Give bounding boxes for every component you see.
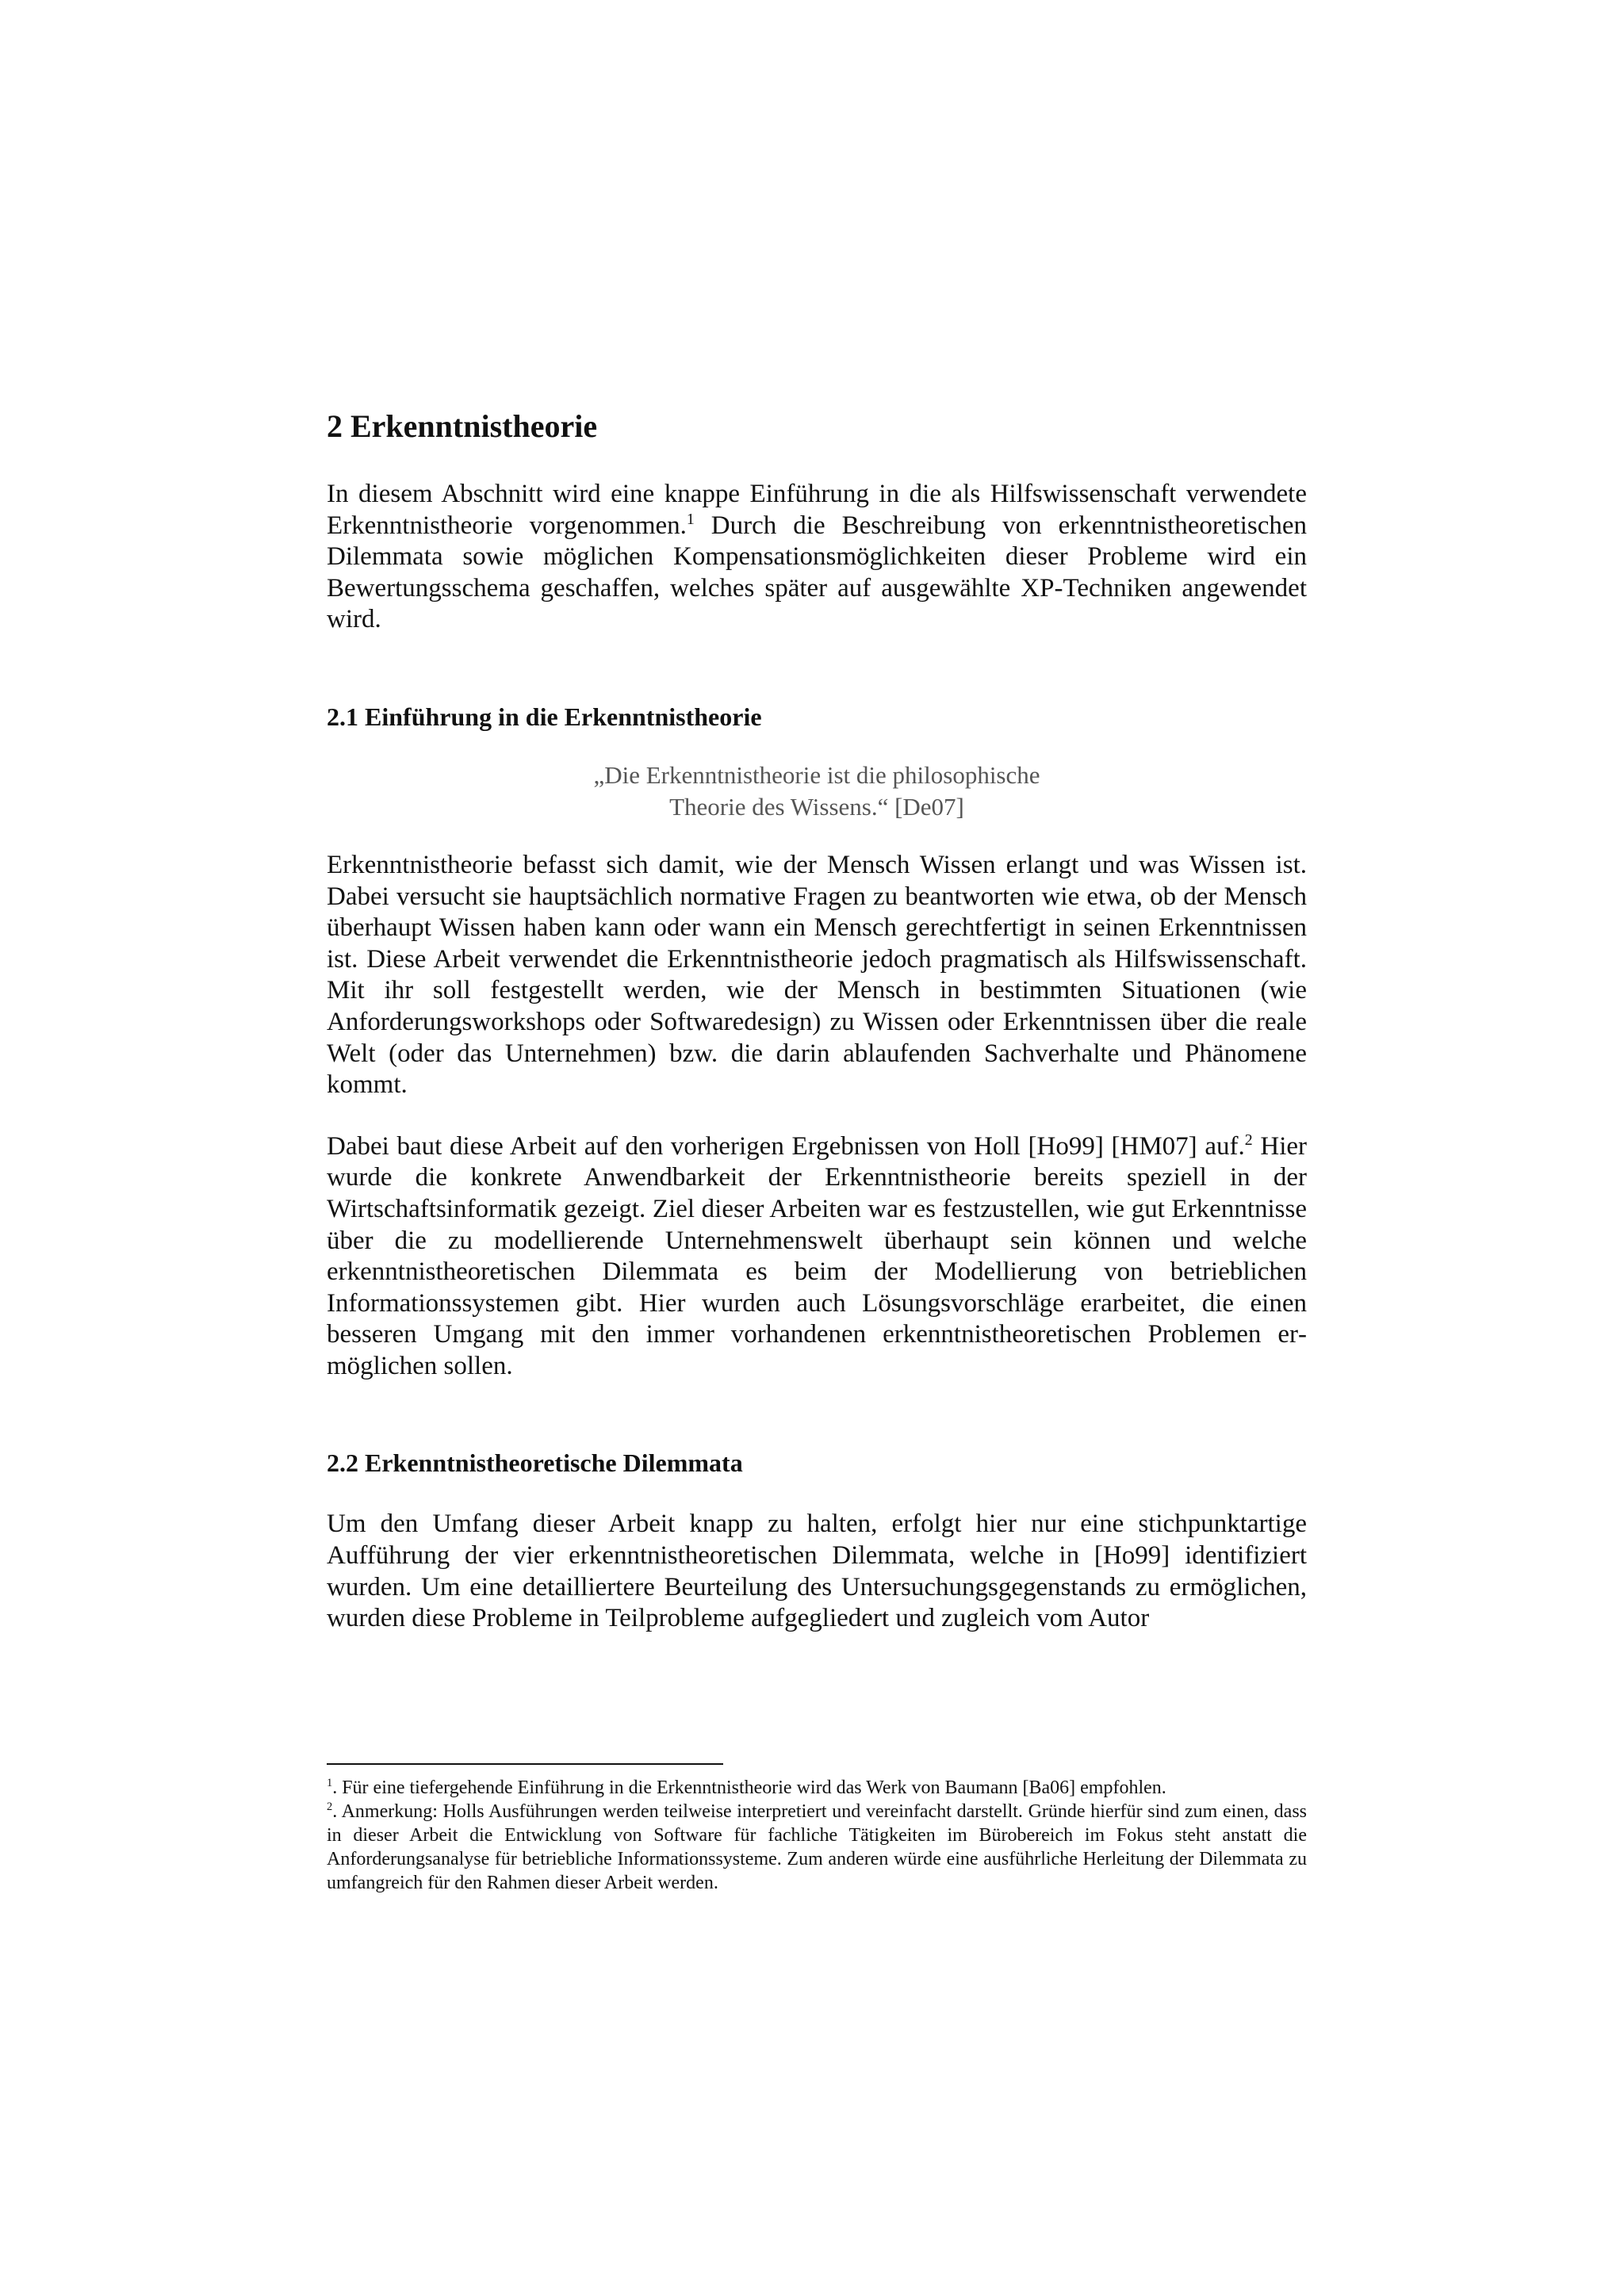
footnote-2 [327,1800,1307,1895]
footnote-divider [327,1763,723,1765]
footnote-ref-2[interactable]: 2 [1244,1131,1253,1149]
subsection-title-2-2: 2.2 Erkenntnistheoretische Dilemmata [327,1448,743,1478]
footnote-1-text: . Für eine tiefergehende Einführung in die Erkenntnistheorie wird das Werk von Baumann [Ba06] empfohlen. [332,1777,1166,1798]
page-content [327,404,1307,1635]
section-title: 2 Erkenntnistheorie [327,408,598,444]
footnote-2-text: . Anmerkung: Holls Ausführungen werden teilweise interpretiert und vereinfacht darstellt. Gründe hierfür sind zum einen, dass in dieser Arbeit die Entwicklung von Software für fachliche Tätigkeiten im Bürobereich im Fokus steht anstatt die Anforderungsanalyse für betriebliche Informationssysteme. Zum anderen würde eine ausführliche Herleitung der Dilemmata zu umfangreich für den Rahmen dieser Arbeit werden. [327,1801,1307,1893]
subsection-title-2-1: 2.1 Einführung in die Erkenntnistheorie [327,702,762,731]
footnote-marker-2: 2 [327,1800,333,1813]
subsection-2-1-paragraph-2 [327,1131,1307,1383]
paragraph2-text-part2: Hier wurde die konkrete Anwendbarkeit der Erkenntnistheorie bereits speziell in der Wirtschaftsinformatik gezeigt. Ziel dieser Arbeiten war es festzustellen, wie gut Erkenntnisse über die zu modellierende Unternehmenswelt überhaupt sein können und welche erkenntnistheoretischen Dilemmata es beim der Modellierung von betrieblichen Informationssystemen gibt. Hier wurden auch Lösungsvorschläge erarbeitet, die einen besseren Umgang mit den immer vorhandenen erkenntnistheoretischen Problemen ermöglichen sollen. [327,1131,1307,1380]
footnote-marker-1: 1 [327,1777,333,1789]
subsection-2-2-paragraph-1: Um den Umfang dieser Arbeit knapp zu halten, erfolgt hier nur eine stichpunktartige Aufführung der vier erkenntnistheoretischen Dilemmata, welche in [Ho99] identifiziert wurden. Um eine detailliertere Beurteilung des Untersuchungsgegenstands zu ermöglichen, wurden diese Probleme in Teilprobleme aufgegliedert und zugleich vom Autor [327,1510,1307,1633]
quote-line-2: Theorie des Wissens.“ [De07] [669,792,964,821]
footnote-1 [327,1776,1307,1800]
quote-line-1: „Die Erkenntnistheorie ist die philosophische [593,760,1040,789]
footnote-ref-1[interactable]: 1 [686,510,695,528]
intro-text-part1: In diesem Abschnitt wird eine knappe Einführung in die als Hilfswissenschaft verwendete Erkenntnistheorie vorgenommen. [327,480,1307,540]
footnotes-area [327,1776,1307,1895]
section-intro-paragraph [327,479,1307,636]
subsection-2-1-paragraph-1: Erkenntnistheorie befasst sich damit, wie der Mensch Wissen erlangt und was Wissen ist. Dabei versucht sie hauptsächlich normative Fragen zu beantworten wie etwa, ob der Mensch überhaupt Wissen haben kann oder wann ein Mensch gerechtfertigt in seinen Erkenntnissen ist. Diese Arbeit verwendet die Erkenntnistheorie jedoch pragmatisch als Hilfswissenschaft. Mit ihr soll festgestellt werden, wie der Mensch in bestimmten Situationen (wie Anforderungsworkshops oder Softwaredesign) zu Wissen oder Erkenntnissen über die reale Welt (oder das Unternehmen) bzw. die darin ablaufenden Sachverhalte und Phänomene kommt. [327,850,1307,1100]
epigraph-quote [327,760,1307,823]
paragraph2-text-part1: Dabei baut diese Arbeit auf den vorherigen Ergebnissen von Holl [Ho99] [HM07] auf. [327,1131,1245,1161]
intro-text-part2: Durch die Beschreibung von erkenntnistheoretischen Dilemmata sowie möglichen Kompensationsmöglichkeiten dieser Probleme wird ein Bewertungsschema geschaffen, welches später auf ausgewählte XP-Techniken angewendet wird. [327,511,1307,634]
